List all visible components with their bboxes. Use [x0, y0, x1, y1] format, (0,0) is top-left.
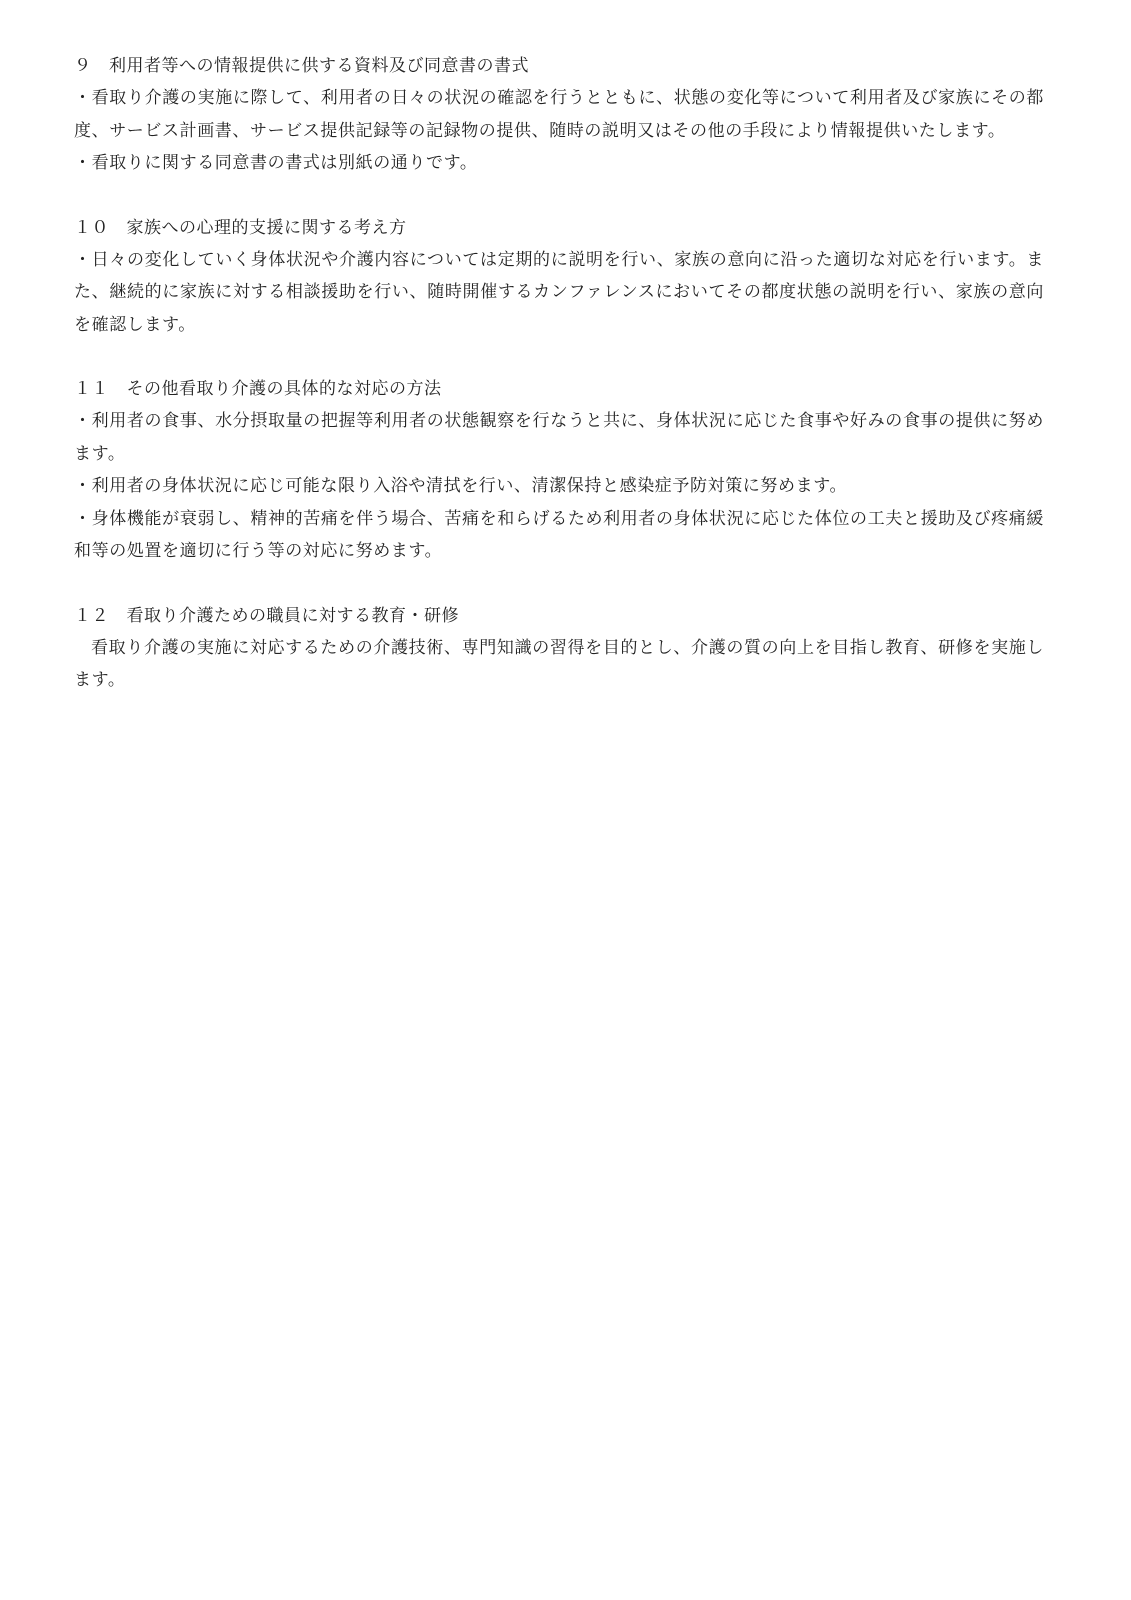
section-9-info-materials — [74, 50, 1044, 180]
section-11-other-care-methods — [74, 373, 1044, 568]
document-page — [74, 50, 1044, 729]
section-heading: １１ その他看取り介護の具体的な対応の方法 — [74, 379, 442, 399]
section-heading: １０ 家族への心理的支援に関する考え方 — [74, 217, 407, 238]
section-heading: ９ 利用者等への情報提供に供する資料及び同意書の書式 — [74, 56, 529, 76]
section-paragraph: ・身体機能が衰弱し、精神的苦痛を伴う場合、苦痛を和らげるため利用者の身体状況に応じた体位の工夫と援助及び疼痛緩和等の処置を適切に行う等の対応に努めます。 — [74, 508, 1044, 561]
section-paragraph: ・利用者の食事、水分摂取量の把握等利用者の状態観察を行なうと共に、身体状況に応じた食事や好みの食事の提供に努めます。 — [74, 411, 1044, 464]
section-paragraph: ・利用者の身体状況に応じ可能な限り入浴や清拭を行い、清潔保持と感染症予防対策に努めます。 — [74, 476, 848, 496]
section-paragraph: ・日々の変化していく身体状況や介護内容については定期的に説明を行い、家族の意向に沿った適切な対応を行います。また、継続的に家族に対する相談援助を行い、随時開催するカンファレンスにおいてその都度状態の説明を行い、家族の意向を確認します。 — [74, 249, 1044, 335]
section-10-family-support — [74, 212, 1044, 342]
section-paragraph: 看取り介護の実施に対応するための介護技術、専門知識の習得を目的とし、介護の質の向上を目指し教育、研修を実施します。 — [74, 637, 1044, 690]
section-12-staff-training — [74, 600, 1044, 697]
section-paragraph: ・看取りに関する同意書の書式は別紙の通りです。 — [74, 153, 478, 173]
section-paragraph: ・看取り介護の実施に際して、利用者の日々の状況の確認を行うとともに、状態の変化等について利用者及び家族にその都度、サービス計画書、サービス提供記録等の記録物の提供、随時の説明又はその他の手段により情報提供いたします。 — [74, 88, 1044, 141]
section-heading: １２ 看取り介護ための職員に対する教育・研修 — [74, 605, 459, 626]
